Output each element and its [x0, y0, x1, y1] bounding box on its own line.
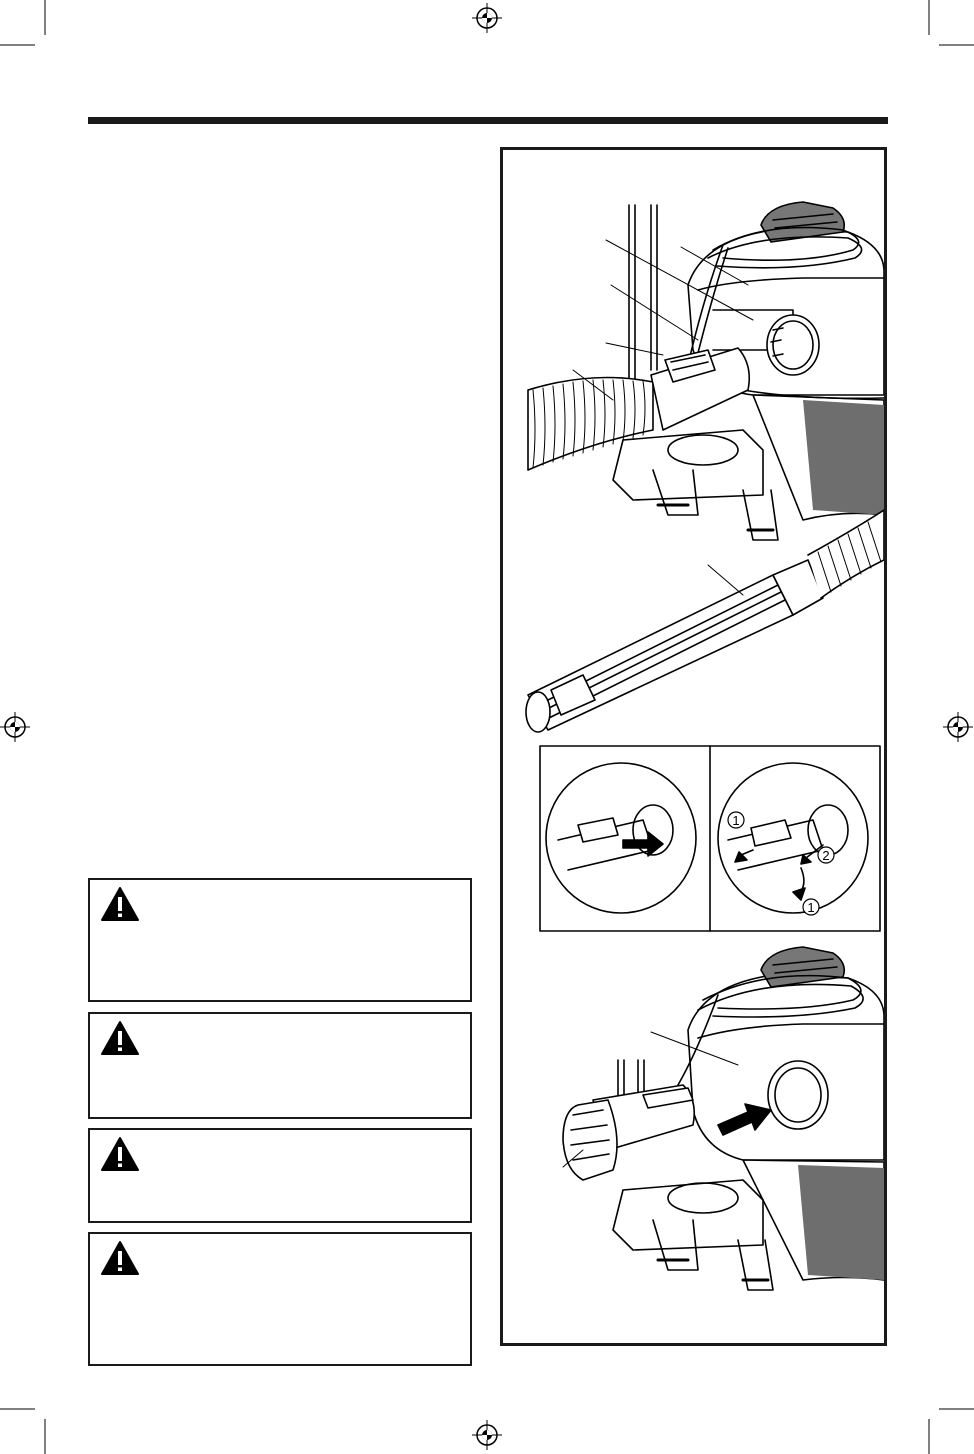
- registration-mark-bottom: [472, 1420, 502, 1450]
- warning-box-4: [88, 1232, 472, 1366]
- registration-mark-right: [943, 712, 973, 742]
- warning-triangle-icon: [100, 1136, 140, 1172]
- figure-illustrations: [503, 150, 884, 1343]
- registration-mark-top: [472, 3, 502, 33]
- callout-1-bottom: 1: [807, 900, 815, 915]
- callout-1-top: 1: [732, 813, 740, 828]
- warning-box-1: [88, 878, 472, 1002]
- illustration-extension-wand: [526, 510, 884, 732]
- callout-2: 2: [822, 848, 830, 863]
- illustration-inset-panels: [540, 746, 880, 931]
- warning-box-3: [88, 1128, 472, 1223]
- figure-panel: [500, 147, 887, 1346]
- warning-triangle-icon: [100, 1020, 140, 1056]
- warning-box-2: [88, 1012, 472, 1119]
- registration-mark-left: [0, 712, 30, 742]
- header-rule: [88, 117, 888, 124]
- illustration-blower-attach: [563, 947, 884, 1290]
- warning-triangle-icon: [100, 886, 140, 922]
- warning-triangle-icon: [100, 1240, 140, 1276]
- illustration-hose-attached: [528, 202, 884, 540]
